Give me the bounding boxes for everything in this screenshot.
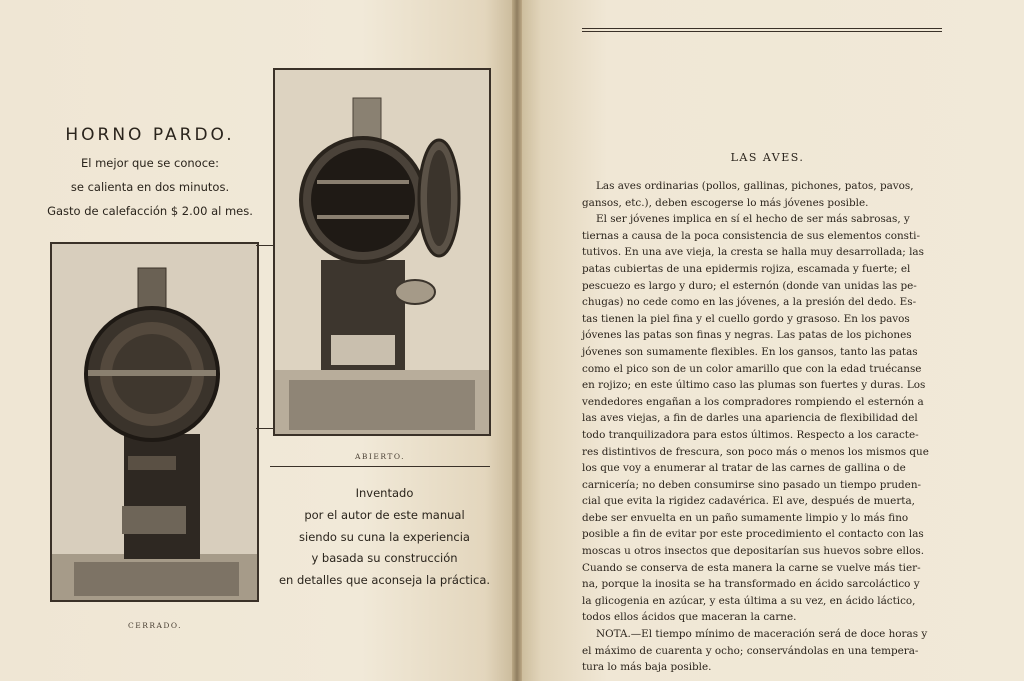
invented-line: por el autor de este manual (304, 508, 465, 522)
ad-title: HORNO PARDO. (65, 125, 235, 145)
text-line: jóvenes las patas son finas y negras. Las patas de los pichones (582, 329, 912, 342)
text-line: todos ellos ácidos que maceran la carne. (582, 611, 797, 624)
ad-line: El mejor que se conoce: (80, 156, 219, 170)
text-line: patas cubiertas de una epidermis rojiza, escamada y fuerte; el (582, 262, 911, 275)
text-line: posible a fin de evitar por este procedimiento el contacto con las (582, 528, 924, 541)
text-line: en rojizo; en este último caso las plumas son fuertes y duras. Los (582, 379, 926, 392)
text-line: gansos, etc.), deben escogerse lo más jóvenes posible. (582, 196, 869, 209)
divider (270, 466, 490, 467)
caption-closed: CERRADO. (127, 621, 183, 630)
text-line: Cuando se conserva de esta manera la carne se vuelve más tier- (582, 561, 921, 574)
text-line: debe ser envuelta en un paño sumamente limpio y lo más fino (582, 511, 909, 524)
book-gutter (512, 0, 522, 681)
caption-open: ABIERTO. (355, 452, 405, 461)
text-line: carnicería; no deben consumirse sino pasado un tiempo pruden- (582, 478, 922, 491)
text-line: las aves viejas, a fin de darles una apariencia de flexibilidad del (582, 412, 918, 425)
ad-line: se calienta en dos minutos. (70, 180, 230, 194)
invented-line: Inventado (355, 486, 414, 500)
text-line: jóvenes son sumamente flexibles. En los gansos, tanto las patas (582, 345, 918, 358)
text-line: como el pico son de un color amarillo que con la edad truécanse (582, 362, 922, 375)
invented-line: siendo su cuna la experiencia (299, 530, 470, 544)
text-line: tura lo más baja posible. (582, 661, 712, 674)
text-line: el máximo de cuarenta y ocho; conservándolas en una tempera- (582, 644, 919, 657)
text-line: Las aves ordinarias (pollos, gallinas, pichones, patos, pavos, (596, 180, 914, 192)
oven-open-photo (273, 68, 491, 436)
text-line: vendedores engañan a los compradores rompiendo el esternón a (582, 395, 924, 408)
connector-line (256, 428, 274, 429)
text-line: res distintivos de frescura, son poco más o menos los mismos que (582, 445, 929, 458)
text-line: la glicogenia en azúcar, y esta última a su vez, en ácido láctico, (582, 594, 916, 607)
text-line: tiernas a causa de la poca consistencia de sus elementos consti- (582, 229, 920, 242)
text-line: El ser jóvenes implica en sí el hecho de ser más sabrosas, y (596, 213, 910, 226)
text-line: todo tranquilizadora para estos últimos. Respecto a los caracte- (582, 428, 919, 441)
text-line: los que voy a enumerar al tratar de las carnes de gallina o de (582, 462, 906, 475)
text-line: tutivos. En una ave vieja, la cresta se halla muy desarrollada; las (582, 246, 924, 259)
connector-line (256, 245, 274, 246)
text-line: tas tienen la piel fina y el cuello gordo y grasoso. En los pavos (582, 312, 910, 325)
text-line: pescuezo es largo y duro; el esternón (donde van unidas las pe- (582, 279, 917, 292)
invented-line: y basada su construcción (311, 551, 458, 565)
text-line: chugas) no cede como en las jóvenes, a la presión del dedo. Es- (582, 296, 917, 309)
text-line: moscas u otros insectos que depositarían sus huevos sobre ellos. (582, 545, 925, 558)
body-text (582, 178, 948, 676)
header-rule (582, 28, 942, 32)
invented-line: en detalles que aconseja la práctica. (278, 573, 491, 587)
text-line: na, porque la inosita se ha transformado en ácido sarcoláctico y (582, 578, 920, 591)
section-title: LAS AVES. (730, 151, 805, 164)
text-line: NOTA.—El tiempo mínimo de maceración será de doce horas y (596, 628, 928, 641)
ad-line: Gasto de calefacción $ 2.00 al mes. (47, 204, 253, 218)
text-line: cial que evita la rigidez cadavérica. El ave, después de muerta, (582, 495, 915, 508)
oven-closed-photo (50, 242, 259, 602)
